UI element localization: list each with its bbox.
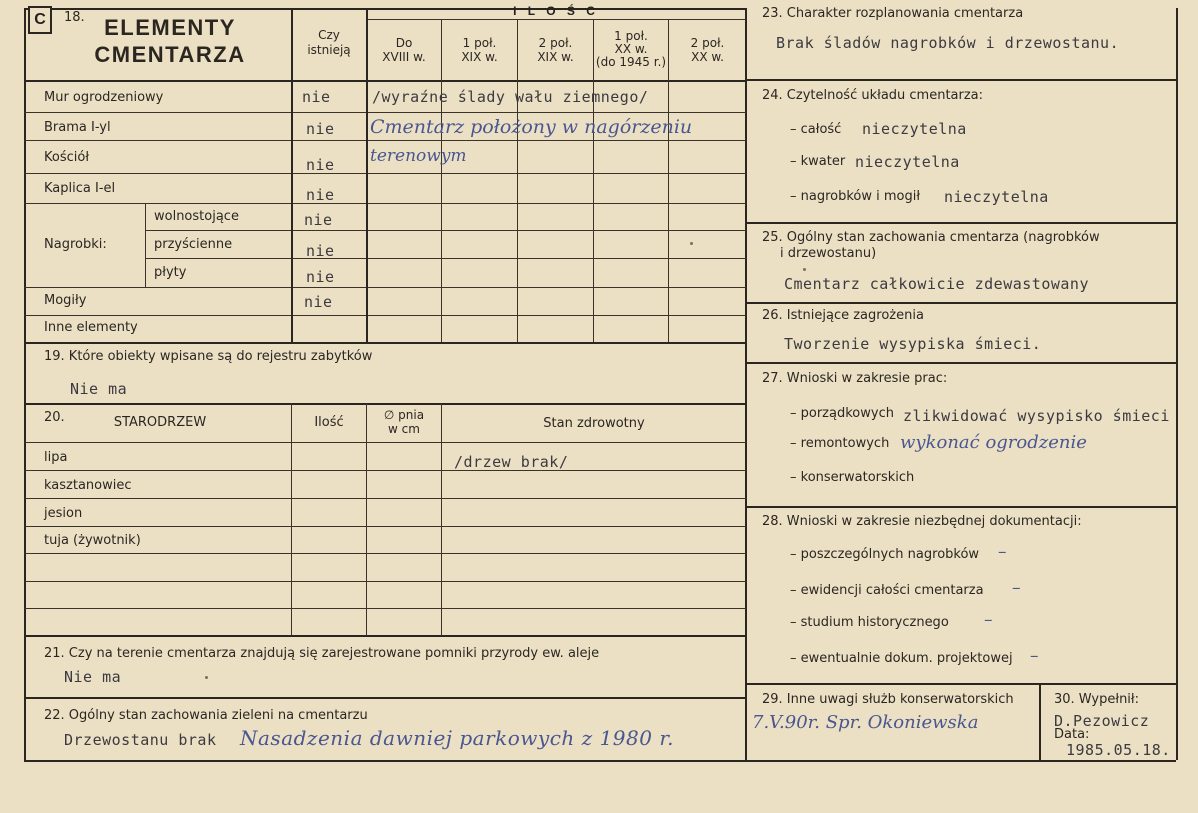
rule <box>24 203 746 204</box>
rule <box>517 19 518 342</box>
s27-remontowych-value: wykonać ogrodzenie <box>900 432 1087 453</box>
s27-remontowych-label: – remontowych <box>790 436 890 451</box>
row-mogily-label: Mogiły <box>44 293 87 308</box>
form-title-line2: CMENTARZA <box>94 42 246 67</box>
col-czy-istnieja: Czy istnieją <box>307 28 351 57</box>
s27-label: 27. Wnioski w zakresie prac: <box>762 371 948 386</box>
section-number: 18. <box>64 10 85 25</box>
s27-porzadkowych-label: – porządkowych <box>790 406 894 421</box>
s28-item-value: – <box>1012 578 1021 598</box>
s20-note: /drzew brak/ <box>454 453 569 471</box>
rule <box>24 342 746 344</box>
s30-name: D.Pezowicz <box>1054 712 1150 730</box>
s28-item-value: – <box>984 610 993 630</box>
row-kaplica-value: nie <box>306 186 335 204</box>
s24-kwater-label: – kwater <box>790 154 846 169</box>
s27-konserwatorskich-label: – konserwatorskich <box>790 470 915 485</box>
rule <box>24 526 746 527</box>
rule <box>24 553 746 554</box>
s29-label: 29. Inne uwagi służb konserwatorskich <box>762 692 1014 707</box>
ink-speck <box>690 242 693 245</box>
s20-col-stan: Stan zdrowotny <box>543 416 645 431</box>
row-kosciol-value: nie <box>306 156 335 174</box>
s21-value: Nie ma <box>64 668 122 686</box>
rule <box>24 697 746 699</box>
s25-value: Cmentarz całkowicie zdewastowany <box>784 275 1089 293</box>
s23-value: Brak śladów nagrobków i drzewostanu. <box>776 34 1120 52</box>
rule <box>441 19 442 342</box>
rule <box>745 222 1176 224</box>
form-title-line1: ELEMENTY <box>104 15 236 40</box>
col-header-do-xviii: Do XVIII w. <box>382 36 426 64</box>
s24-calosc-value: nieczytelna <box>862 120 967 138</box>
s24-nagrobkow-label: – nagrobków i mogił <box>790 189 921 204</box>
s26-value: Tworzenie wysypiska śmieci. <box>784 335 1042 353</box>
rule <box>291 403 292 635</box>
s24-label: 24. Czytelność układu cmentarza: <box>762 88 984 103</box>
elements-typed-note: /wyraźne ślady wału ziemnego/ <box>372 88 649 106</box>
s28-item-value: – <box>1030 646 1039 666</box>
rule <box>145 258 746 259</box>
rule <box>145 203 146 287</box>
s20-tree-tuja: tuja (żywotnik) <box>44 533 141 548</box>
rule <box>24 140 746 141</box>
rule <box>24 287 746 288</box>
s21-label: 21. Czy na terenie cmentarza znajdują się zarejestrowane pomniki przyrody ew. aleje <box>44 646 600 661</box>
rule <box>745 506 1176 508</box>
s22-label: 22. Ogólny stan zachowania zieleni na cmentarzu <box>44 708 368 723</box>
section-letter-box <box>28 6 52 34</box>
row-plyty-label: płyty <box>154 265 187 280</box>
s20-col-ilosc: Ilość <box>314 415 344 430</box>
s23-label: 23. Charakter rozplanowania cmentarza <box>762 6 1024 21</box>
s28-item-value: – <box>998 542 1007 562</box>
rule <box>24 635 746 637</box>
rule <box>441 403 442 635</box>
rule <box>24 760 1176 762</box>
row-kosciol-label: Kościół <box>44 150 90 165</box>
row-przyscienne-label: przyścienne <box>154 237 233 252</box>
s30-date-label: Data: <box>1054 727 1090 742</box>
form-title <box>70 14 270 68</box>
rule <box>24 498 746 499</box>
ilosc-header: I L O Ś C <box>513 4 599 18</box>
s27-porzadkowych-value: zlikwidować wysypisko śmieci <box>903 407 1170 425</box>
rule <box>24 442 746 443</box>
s25-label-line2: i drzewostanu) <box>780 246 877 261</box>
row-przyscienne-value: nie <box>306 242 335 260</box>
rule <box>145 230 746 231</box>
s24-nagrobkow-value: nieczytelna <box>944 188 1049 206</box>
rule <box>745 8 747 760</box>
col-header-1pol-xix: 1 poł. XIX w. <box>461 36 498 64</box>
section-letter: C <box>34 11 46 28</box>
col-header-2pol-xix: 2 poł. XIX w. <box>537 36 574 64</box>
row-kaplica-label: Kaplica I-el <box>44 181 116 196</box>
rule <box>24 608 746 609</box>
rule <box>24 173 746 174</box>
row-inne-label: Inne elementy <box>44 320 138 335</box>
s25-label-line1: 25. Ogólny stan zachowania cmentarza (nagrobków <box>762 230 1100 245</box>
elements-handwritten-note-1: Cmentarz położony w nagórzeniu <box>370 116 693 138</box>
row-mur-label: Mur ogrodzeniowy <box>44 90 164 105</box>
s30-date: 1985.05.18. <box>1066 741 1171 759</box>
rule <box>24 80 746 82</box>
s20-number: 20. <box>44 410 65 425</box>
row-mur-value: nie <box>302 88 331 106</box>
s22-handwritten: Nasadzenia dawniej parkowych z 1980 r. <box>240 726 675 750</box>
col-header-2pol-xx: 2 poł. XX w. <box>690 36 725 64</box>
rule <box>1039 683 1041 760</box>
s28-item-label: – studium historycznego <box>790 615 949 630</box>
rule <box>24 315 746 316</box>
rule <box>24 112 746 113</box>
rule <box>291 8 293 342</box>
rule <box>745 683 1176 685</box>
row-brama-value: nie <box>306 120 335 138</box>
s22-value: Drzewostanu brak <box>64 731 217 749</box>
row-wolnostojace-value: nie <box>304 211 333 229</box>
row-brama-label: Brama I-yl <box>44 120 111 135</box>
s20-tree-jesion: jesion <box>44 506 83 521</box>
rule <box>366 19 746 20</box>
ink-speck <box>803 268 806 271</box>
s20-tree-kasztanowiec: kasztanowiec <box>44 478 132 493</box>
s30-label: 30. Wypełnił: <box>1054 692 1139 707</box>
rule <box>668 19 669 342</box>
elements-handwritten-note-2: terenowym <box>370 146 467 166</box>
s20-col-pnia: ∅ pnia w cm <box>383 408 425 436</box>
rule <box>366 403 367 635</box>
row-plyty-value: nie <box>306 268 335 286</box>
s28-item-label: – poszczególnych nagrobków <box>790 547 980 562</box>
s26-label: 26. Istniejące zagrożenia <box>762 308 924 323</box>
rule <box>24 581 746 582</box>
row-wolnostojace-label: wolnostojące <box>154 209 239 224</box>
rule <box>1176 8 1178 760</box>
rule <box>745 362 1176 364</box>
s24-kwater-value: nieczytelna <box>855 153 960 171</box>
rule <box>24 403 746 405</box>
rule <box>24 8 26 760</box>
row-mogily-value: nie <box>304 293 333 311</box>
col-header-1pol-xx: 1 poł. XX w. (do 1945 r.) <box>595 29 667 69</box>
s20-col-starodrzew: STARODRZEW <box>113 415 207 430</box>
s29-handwritten: 7.V.90r. Spr. Okoniewska <box>752 712 979 733</box>
s28-label: 28. Wnioski w zakresie niezbędnej dokumentacji: <box>762 514 1082 529</box>
rule <box>745 79 1176 81</box>
rule <box>745 302 1176 304</box>
s28-item-label: – ewidencji całości cmentarza <box>790 583 984 598</box>
s24-calosc-label: – całość <box>790 122 842 137</box>
rule <box>24 470 746 471</box>
row-nagrobki-label: Nagrobki: <box>44 237 107 252</box>
ink-speck <box>205 676 208 679</box>
s19-label: 19. Które obiekty wpisane są do rejestru zabytków <box>44 349 373 364</box>
s28-item-label: – ewentualnie dokum. projektowej <box>790 651 1013 666</box>
s19-value: Nie ma <box>70 380 128 398</box>
s20-tree-lipa: lipa <box>44 450 68 465</box>
